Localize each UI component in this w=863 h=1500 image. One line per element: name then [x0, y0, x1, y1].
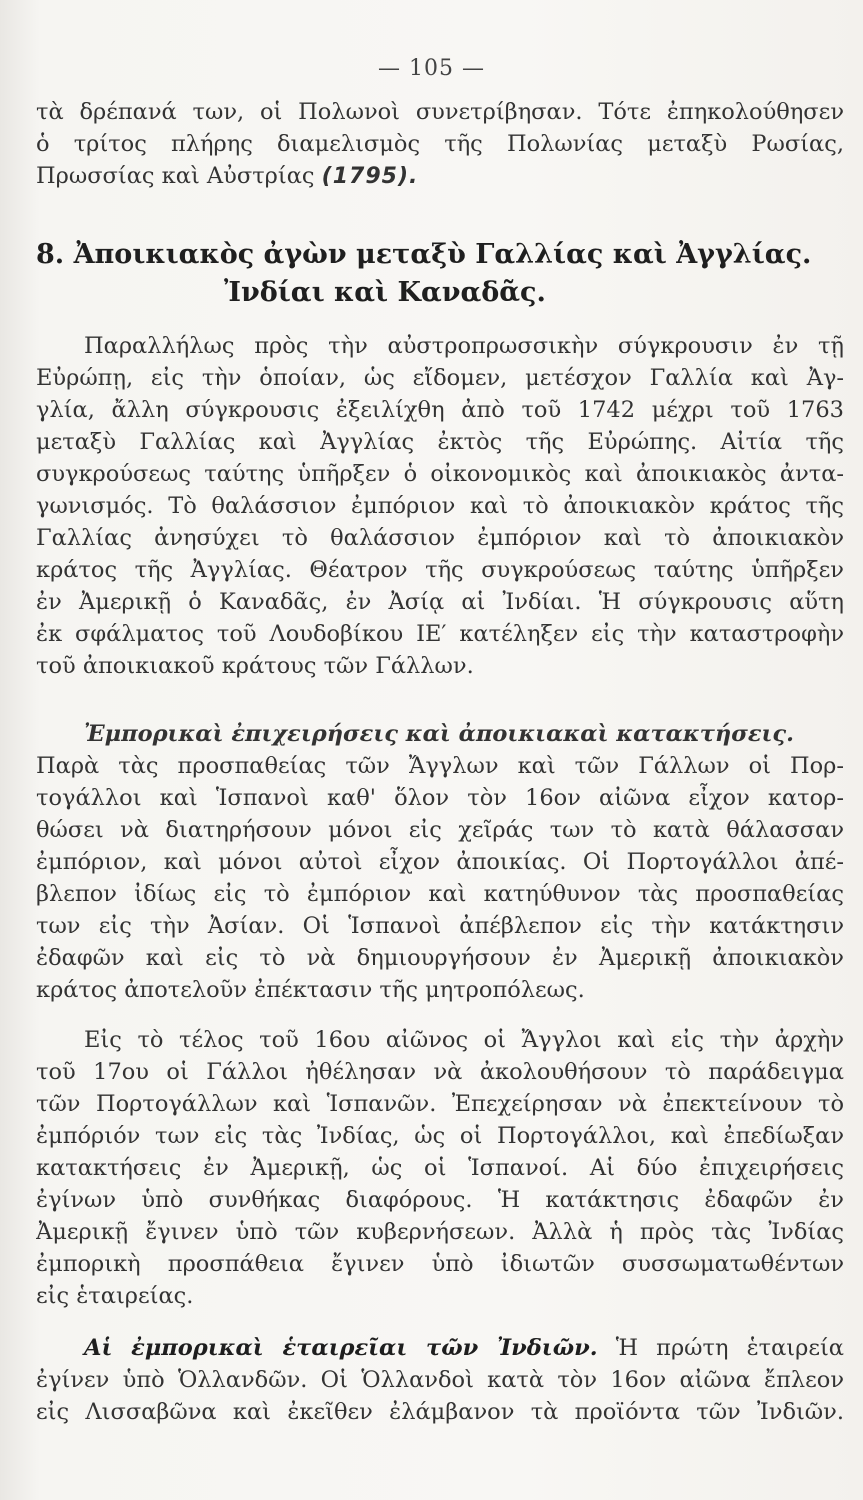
text-line: ἐκ σφάλματος τοῦ Λουδοβίκου ΙΕ′ κατέληξεν εἰς τὴν καταστροφὴν	[36, 621, 844, 647]
text-line: εἰς ἑταιρείας.	[36, 1283, 194, 1309]
text-fragment: Πρωσσίας καὶ Αὐστρίας	[36, 163, 315, 189]
text-line: εἰς Λισσαβῶνα καὶ ἐκεῖθεν ἐλάμβανον τὰ προϊόντα τῶν Ἰνδιῶν.	[36, 1399, 844, 1425]
text-line: γωνισμός. Τὸ θαλάσσιον ἐμπόριον καὶ τὸ ἀποικιακὸν κράτος τῆς	[36, 493, 844, 519]
text-line	[36, 1332, 844, 1364]
text-line: τοῦ 17ου οἱ Γάλλοι ἠθέλησαν νὰ ἀκολουθήσουν τὸ παράδειγμα	[36, 1059, 844, 1085]
text-line: μεταξὺ Γαλλίας καὶ Ἀγγλίας ἐκτὸς τῆς Εὐρώπης. Αἰτία τῆς	[36, 429, 844, 455]
text-line: βλεπον ἰδίως εἰς τὸ ἐμπόριον καὶ κατηύθυνον τὰς προσπαθείας	[36, 881, 844, 907]
text-line: ἐμπόριον, καὶ μόνοι αὐτοὶ εἶχον ἀποικίας. Οἱ Πορτογάλλοι ἀπέ-	[36, 849, 844, 875]
paragraph	[36, 1332, 844, 1428]
text-line: θώσει νὰ διατηρήσουν μόνοι εἰς χεῖράς των τὸ κατὰ θάλασσαν	[36, 817, 844, 843]
text-line: συγκρούσεως ταύτης ὑπῆρξεν ὁ οἰκονομικὸς καὶ ἀποικιακὸς ἀντα-	[36, 461, 844, 487]
text-line: ἐδαφῶν καὶ εἰς τὸ νὰ δημιουργήσουν ἐν Ἀμερικῇ ἀποικιακὸν	[36, 945, 844, 971]
text-line: Εὐρώπῃ, εἰς τὴν ὁποίαν, ὡς εἴδομεν, μετέσχον Γαλλία καὶ Ἀγ-	[36, 365, 844, 391]
text-line: ἐμπόριόν των εἰς τὰς Ἰνδίας, ὡς οἱ Πορτογάλλοι, καὶ ἐπεδίωξαν	[36, 1123, 844, 1149]
text-line: Παραλλήλως πρὸς τὴν αὐστροπρωσσικὴν σύγκρουσιν ἐν τῇ	[84, 333, 844, 359]
text-line: Παρὰ τὰς προσπαθείας τῶν Ἄγγλων καὶ τῶν Γάλλων οἱ Πορ-	[36, 753, 844, 779]
text-line: κράτος ἀποτελοῦν ἐπέκτασιν τῆς μητροπόλεως.	[36, 977, 585, 1003]
text-line: Ἀμερικῇ ἔγινεν ὑπὸ τῶν κυβερνήσεων. Ἀλλὰ ἡ πρὸς τὰς Ἰνδίας	[36, 1219, 844, 1245]
paragraph-heading: Αἱ ἐμπορικαὶ ἑταιρεῖαι τῶν Ἰνδιῶν.	[84, 1335, 598, 1361]
paragraph	[36, 1024, 844, 1312]
section-title-line	[36, 236, 844, 274]
text-line: τοῦ ἀποικιακοῦ κράτους τῶν Γάλλων.	[36, 653, 474, 679]
text-fragment: Ἡ πρώτη ἑταιρεία	[615, 1335, 844, 1361]
text-line: ἐμπορικὴ προσπάθεια ἔγινεν ὑπὸ ἰδιωτῶν συσσωματωθέντων	[36, 1251, 844, 1277]
text-line: Γαλλίας ἀνησύχει τὸ θαλάσσιον ἐμπόριον καὶ τὸ ἀποικιακὸν	[36, 525, 844, 551]
text-line: των εἰς τὴν Ἀσίαν. Οἱ Ἱσπανοὶ ἀπέβλεπον εἰς τὴν κατάκτησιν	[36, 913, 844, 939]
section-subtitle: Ἰνδίαι καὶ Καναδᾶς.	[224, 277, 546, 308]
section-heading	[36, 236, 844, 312]
text-line: τὰ δρέπανά των, οἱ Πολωνοὶ συνετρίβησαν. Τότε ἐπηκολούθησεν	[36, 99, 844, 125]
paragraph	[36, 330, 844, 682]
date-emphasis: (1795).	[321, 164, 419, 189]
text-line: ὁ τρίτος πλήρης διαμελισμὸς τῆς Πολωνίας μεταξὺ Ρωσίας,	[36, 131, 844, 157]
text-line: γλία, ἄλλη σύγκρουσις ἐξειλίχθη ἀπὸ τοῦ 1742 μέχρι τοῦ 1763	[36, 397, 844, 423]
text-line: τογάλλοι καὶ Ἱσπανοὶ καθ' ὅλον τὸν 16ον αἰῶνα εἶχον κατορ-	[36, 785, 844, 811]
text-line	[36, 160, 844, 192]
text-line: Εἰς τὸ τέλος τοῦ 16ου αἰῶνος οἱ Ἄγγλοι καὶ εἰς τὴν ἀρχὴν	[84, 1027, 844, 1053]
intro-paragraph	[36, 96, 844, 192]
page-number: — 105 —	[378, 56, 485, 81]
text-line: ἐγίνων ὑπὸ συνθήκας διαφόρους. Ἡ κατάκτησις ἐδαφῶν ἐν	[36, 1187, 844, 1213]
text-line: τῶν Πορτογάλλων καὶ Ἱσπανῶν. Ἐπεχείρησαν νὰ ἐπεκτείνουν τὸ	[36, 1091, 844, 1117]
section-title: Ἀποικιακὸς ἀγὼν μεταξὺ Γαλλίας καὶ Ἀγγλίας.	[73, 239, 812, 270]
paragraph	[36, 718, 844, 1006]
paragraph-heading: Ἐμπορικαὶ ἐπιχειρήσεις καὶ ἀποικιακαὶ κατακτήσεις.	[84, 721, 794, 747]
section-number: 8.	[36, 239, 65, 270]
text-line: ἐγίνεν ὑπὸ Ὁλλανδῶν. Οἱ Ὁλλανδοὶ κατὰ τὸν 16ον αἰῶνα ἔπλεον	[36, 1367, 844, 1393]
text-line: κράτος τῆς Ἀγγλίας. Θέατρον τῆς συγκρούσεως ταύτης ὑπῆρξεν	[36, 557, 844, 583]
text-line: κατακτήσεις ἐν Ἀμερικῇ, ὡς οἱ Ἱσπανοί. Αἱ δύο ἐπιχειρήσεις	[36, 1155, 844, 1181]
text-line: ἐν Ἀμερικῇ ὁ Καναδᾶς, ἐν Ἀσίᾳ αἱ Ἰνδίαι. Ἡ σύγκρουσις αὕτη	[36, 589, 844, 615]
